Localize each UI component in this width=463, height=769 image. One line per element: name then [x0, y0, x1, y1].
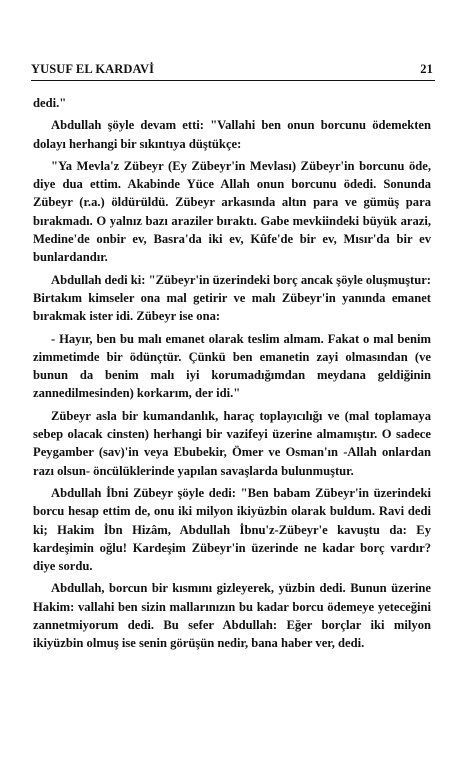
paragraph: - Hayır, ben bu malı emanet olarak teslim almam. Fakat o mal benim zimmetimde bir ödünçtür. Çünkü ben emanetin zayi olmasından (ve bunun da benim malı iyi korumadığımdan meydana geldiğinin zannedilmesinden) korkarım, der idi.": [33, 331, 431, 401]
body-text: [33, 94, 431, 657]
paragraph: dedi.": [33, 96, 67, 110]
paragraph: Abdullah dedi ki: "Zübeyr'in üzerindeki borç ancak şöyle oluşmuştur: Birtakım kimseler ona mal getirir ve malı Zübeyr'in yanında emanet bırakmak ister idi. Zübeyr ise ona:: [33, 272, 431, 324]
paragraph: "Ya Mevla'z Zübeyr (Ey Zübeyr'in Mevlası) Zübeyr'in borcunu öde, diye dua ettim. Akabinde Yüce Allah onun borcunu ödedi. Sonunda Zübeyr (r.a.) öldürüldü. Zübeyr arkasında altın para ve gümüş para bırakmadı. O yalnız bazı araziler bıraktı. Gabe mevkiindeki büyük arazi, Medine'de onbir ev, Basra'da iki ev, Kûfe'de bir ev, Mısır'da bir ev bunlardandır.: [33, 158, 431, 265]
page-number: 21: [420, 62, 433, 76]
paragraph: Abdullah İbni Zübeyr şöyle dedi: "Ben babam Zübeyr'in üzerindeki borcu hesap ettim de, onu iki milyon ikiyüzbin olarak buldum. Ravi dedi ki; Hakim İbn Hizâm, Abdullah İbnu'z-Zübeyr'e kavuştu da: Ey kardeşimin oğlu! Kardeşim Zübeyr'in üzerinde ne kadar borç vardır? diye sordu.: [33, 485, 431, 574]
paragraph: Abdullah, borcun bir kısmını gizleyerek, yüzbin dedi. Bunun üzerine Hakim: vallahi ben sizin mallarınızın bu kadar borcu ödemeye yeteceğini zannetmiyorum dedi. Bu sefer Abdullah: Eğer borçlar iki milyon ikiyüzbin olmuş ise senin görüşün nedir, bana haber ver, dedi.: [33, 581, 431, 651]
paragraph: Zübeyr asla bir kumandanlık, haraç toplayıcılığı ve (mal toplamaya sebep olacak cinsten) herhangi bir vazifeyi üzerine almamıştır. O sadece Peygamber (sav)'in veya Ebubekir, Ömer ve Osman'ın -Allah onlardan razı olsun- öncülüklerinde yapılan savaşlarda bulunmuştur.: [33, 408, 431, 478]
paragraph: Abdullah şöyle devam etti: "Vallahi ben onun borcunu ödemekten dolayı herhangi bir sıkıntıya düştükçe:: [33, 118, 431, 151]
author-name: YUSUF EL KARDAVİ: [31, 62, 155, 76]
running-header: [31, 62, 435, 81]
